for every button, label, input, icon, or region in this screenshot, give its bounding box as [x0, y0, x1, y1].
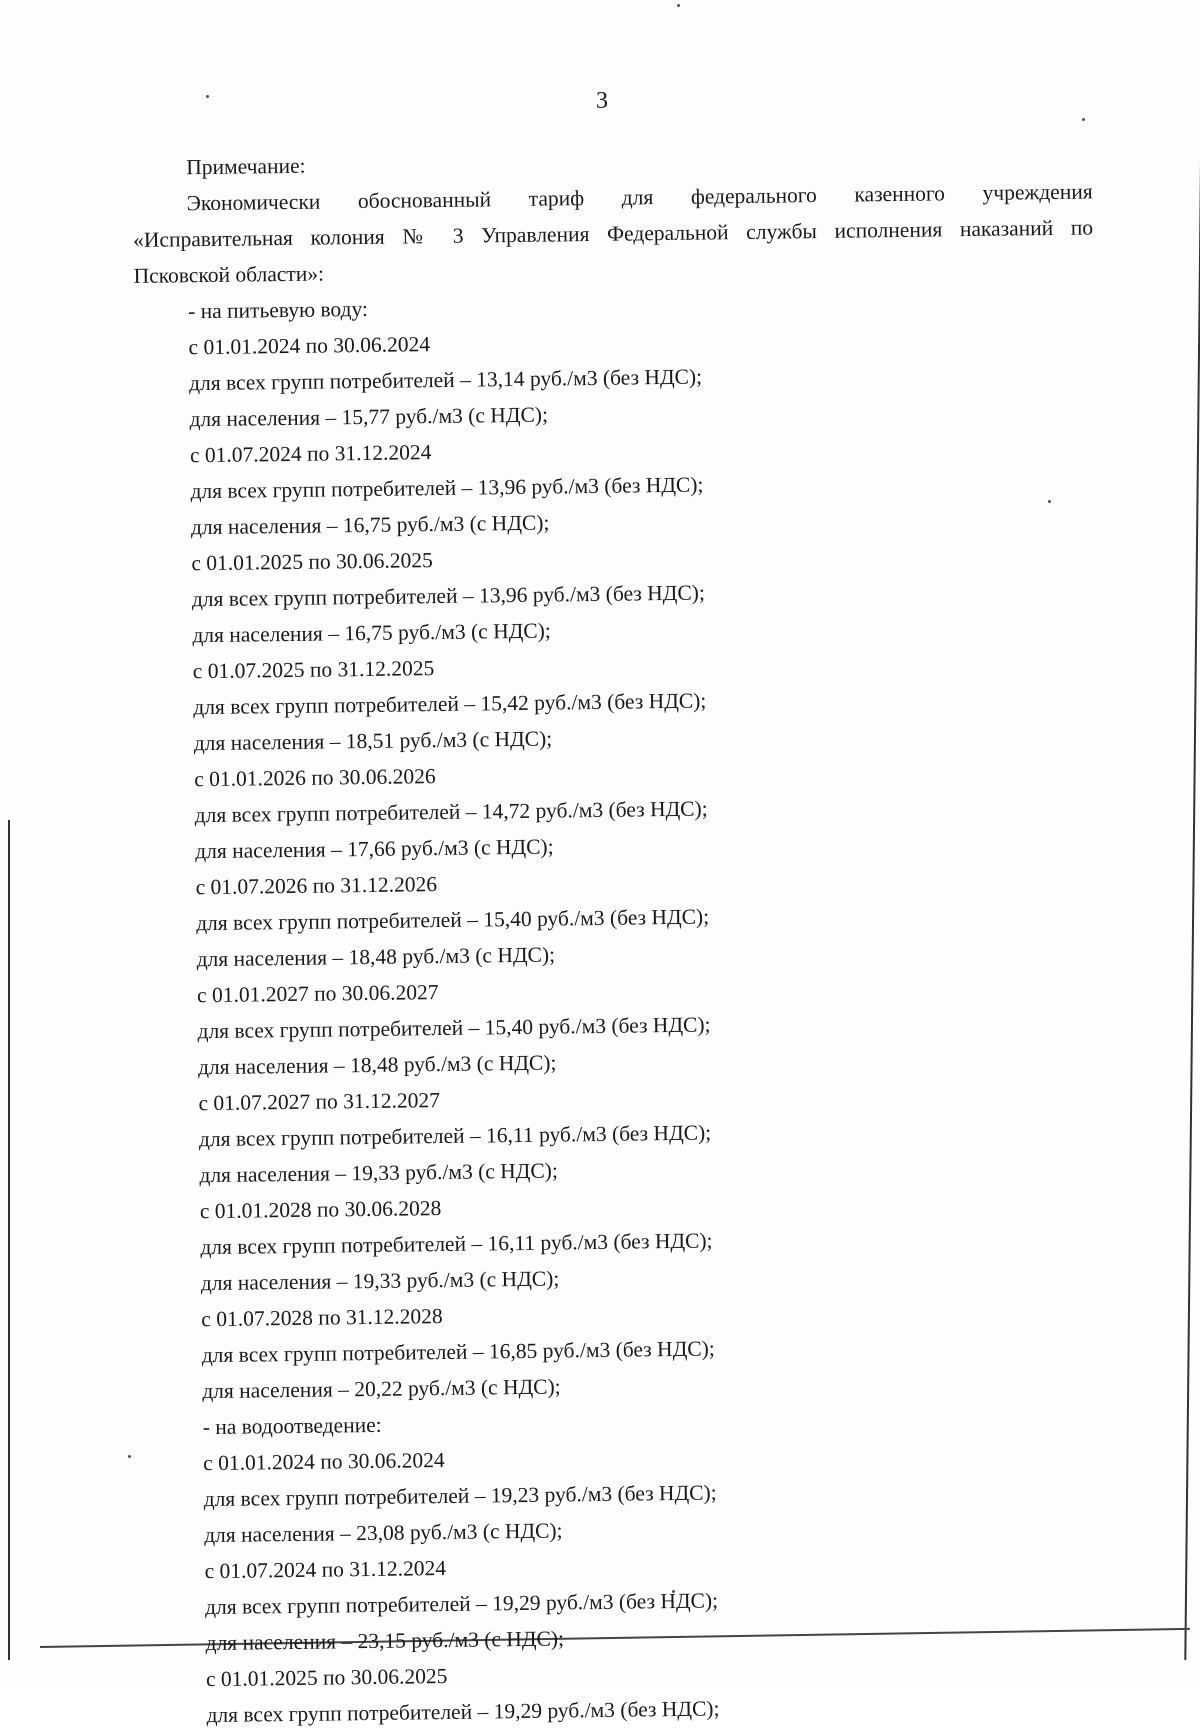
tariff-population: для населения – 15,77 руб./м3 (с НДС);	[189, 402, 549, 432]
tariff-population: для населения – 23,15 руб./м3 (с НДС);	[205, 1626, 565, 1656]
scan-edge-left	[8, 820, 10, 1660]
note-intro-line: Псковской области»:	[133, 261, 325, 288]
tariff-all-groups: для всех групп потребителей – 13,96 руб./м3 (без НДС);	[190, 472, 704, 504]
tariff-all-groups: для всех групп потребителей – 13,14 руб./м3 (без НДС);	[188, 364, 703, 396]
tariff-period: с 01.07.2024 по 31.12.2024	[189, 440, 432, 468]
tariff-all-groups: для всех групп потребителей – 19,29 руб./м3 (без НДС);	[204, 1588, 719, 1620]
tariff-period: с 01.01.2026 по 30.06.2026	[194, 764, 436, 792]
tariff-population: для населения – 19,33 руб./м3 (с НДС);	[200, 1266, 560, 1296]
tariff-all-groups: для всех групп потребителей – 16,11 руб./м3 (без НДС);	[200, 1228, 713, 1260]
scan-speck	[677, 4, 680, 7]
tariff-population: для населения – 19,33 руб./м3 (с НДС);	[199, 1158, 559, 1188]
document-body	[132, 137, 1113, 1733]
note-intro-line: «Исправительная колония № 3 Управления Федеральной службы исполнения наказаний по	[133, 215, 1094, 252]
scan-edge-right	[1184, 0, 1200, 1660]
wastewater-section	[149, 1433, 1113, 1734]
tariff-all-groups: для всех групп потребителей – 16,11 руб./м3 (без НДС);	[198, 1120, 712, 1152]
tariff-all-groups: для всех групп потребителей – 14,72 руб./м3 (без НДС);	[194, 796, 708, 828]
scan-speck	[206, 95, 209, 98]
note-heading: Примечание:	[186, 153, 306, 180]
wastewater-heading: - на водоотведение:	[202, 1412, 382, 1440]
scan-speck	[128, 1455, 131, 1458]
tariff-all-groups: для всех групп потребителей – 15,42 руб./м3 (без НДС);	[193, 688, 707, 720]
tariff-population: для населения – 20,22 руб./м3 (с НДС);	[202, 1374, 561, 1404]
tariff-period: с 01.01.2024 по 30.06.2024	[188, 332, 431, 360]
tariff-period: с 01.07.2027 по 31.12.2027	[198, 1088, 441, 1116]
tariff-period: с 01.07.2024 по 31.12.2024	[204, 1556, 447, 1584]
page-number: 3	[596, 88, 608, 114]
drinking-water-heading: - на питьевую воду:	[187, 296, 369, 324]
scan-speck	[1082, 118, 1085, 121]
tariff-all-groups: для всех групп потребителей – 13,96 руб./м3 (без НДС);	[191, 580, 706, 612]
tariff-all-groups: для всех групп потребителей – 15,40 руб./м3 (без НДС);	[195, 904, 710, 936]
tariff-population: для населения – 17,66 руб./м3 (с НДС);	[195, 834, 554, 864]
tariff-period: с 01.01.2025 по 30.06.2025	[205, 1664, 448, 1692]
tariff-period: с 01.01.2028 по 30.06.2028	[199, 1196, 442, 1224]
tariff-all-groups: для всех групп потребителей – 15,40 руб./м3 (без НДС);	[197, 1012, 711, 1044]
tariff-period: с 01.07.2025 по 31.12.2025	[192, 656, 435, 684]
tariff-period: с 01.01.2024 по 30.06.2024	[203, 1448, 445, 1476]
tariff-all-groups: для всех групп потребителей – 16,85 руб./м3 (без НДС);	[201, 1336, 715, 1368]
tariff-period: с 01.01.2027 по 30.06.2027	[196, 980, 439, 1008]
tariff-population: для населения – 16,75 руб./м3 (с НДС);	[192, 618, 551, 648]
note-intro-line: Экономически обоснованный тариф для федерального казенного учреждения	[186, 179, 1093, 216]
tariff-population: для населения – 23,08 руб./м3 (с НДС);	[203, 1518, 563, 1548]
tariff-period: с 01.01.2025 по 30.06.2025	[191, 548, 433, 576]
tariff-all-groups: для всех групп потребителей – 19,29 руб./м3 (без НДС);	[206, 1696, 720, 1728]
tariff-population: для населения – 18,48 руб./м3 (с НДС);	[196, 942, 556, 972]
tariff-period: с 01.07.2028 по 31.12.2028	[201, 1304, 443, 1332]
tariff-population: для населения – 18,51 руб./м3 (с НДС);	[193, 726, 553, 756]
tariff-all-groups: для всех групп потребителей – 19,23 руб./м3 (без НДС);	[203, 1480, 717, 1512]
drinking-water-section	[134, 317, 1108, 1409]
tariff-population: для населения – 18,48 руб./м3 (с НДС);	[197, 1050, 557, 1080]
tariff-period: с 01.07.2026 по 31.12.2026	[195, 872, 438, 900]
tariff-population: для населения – 16,75 руб./м3 (с НДС);	[190, 510, 550, 540]
